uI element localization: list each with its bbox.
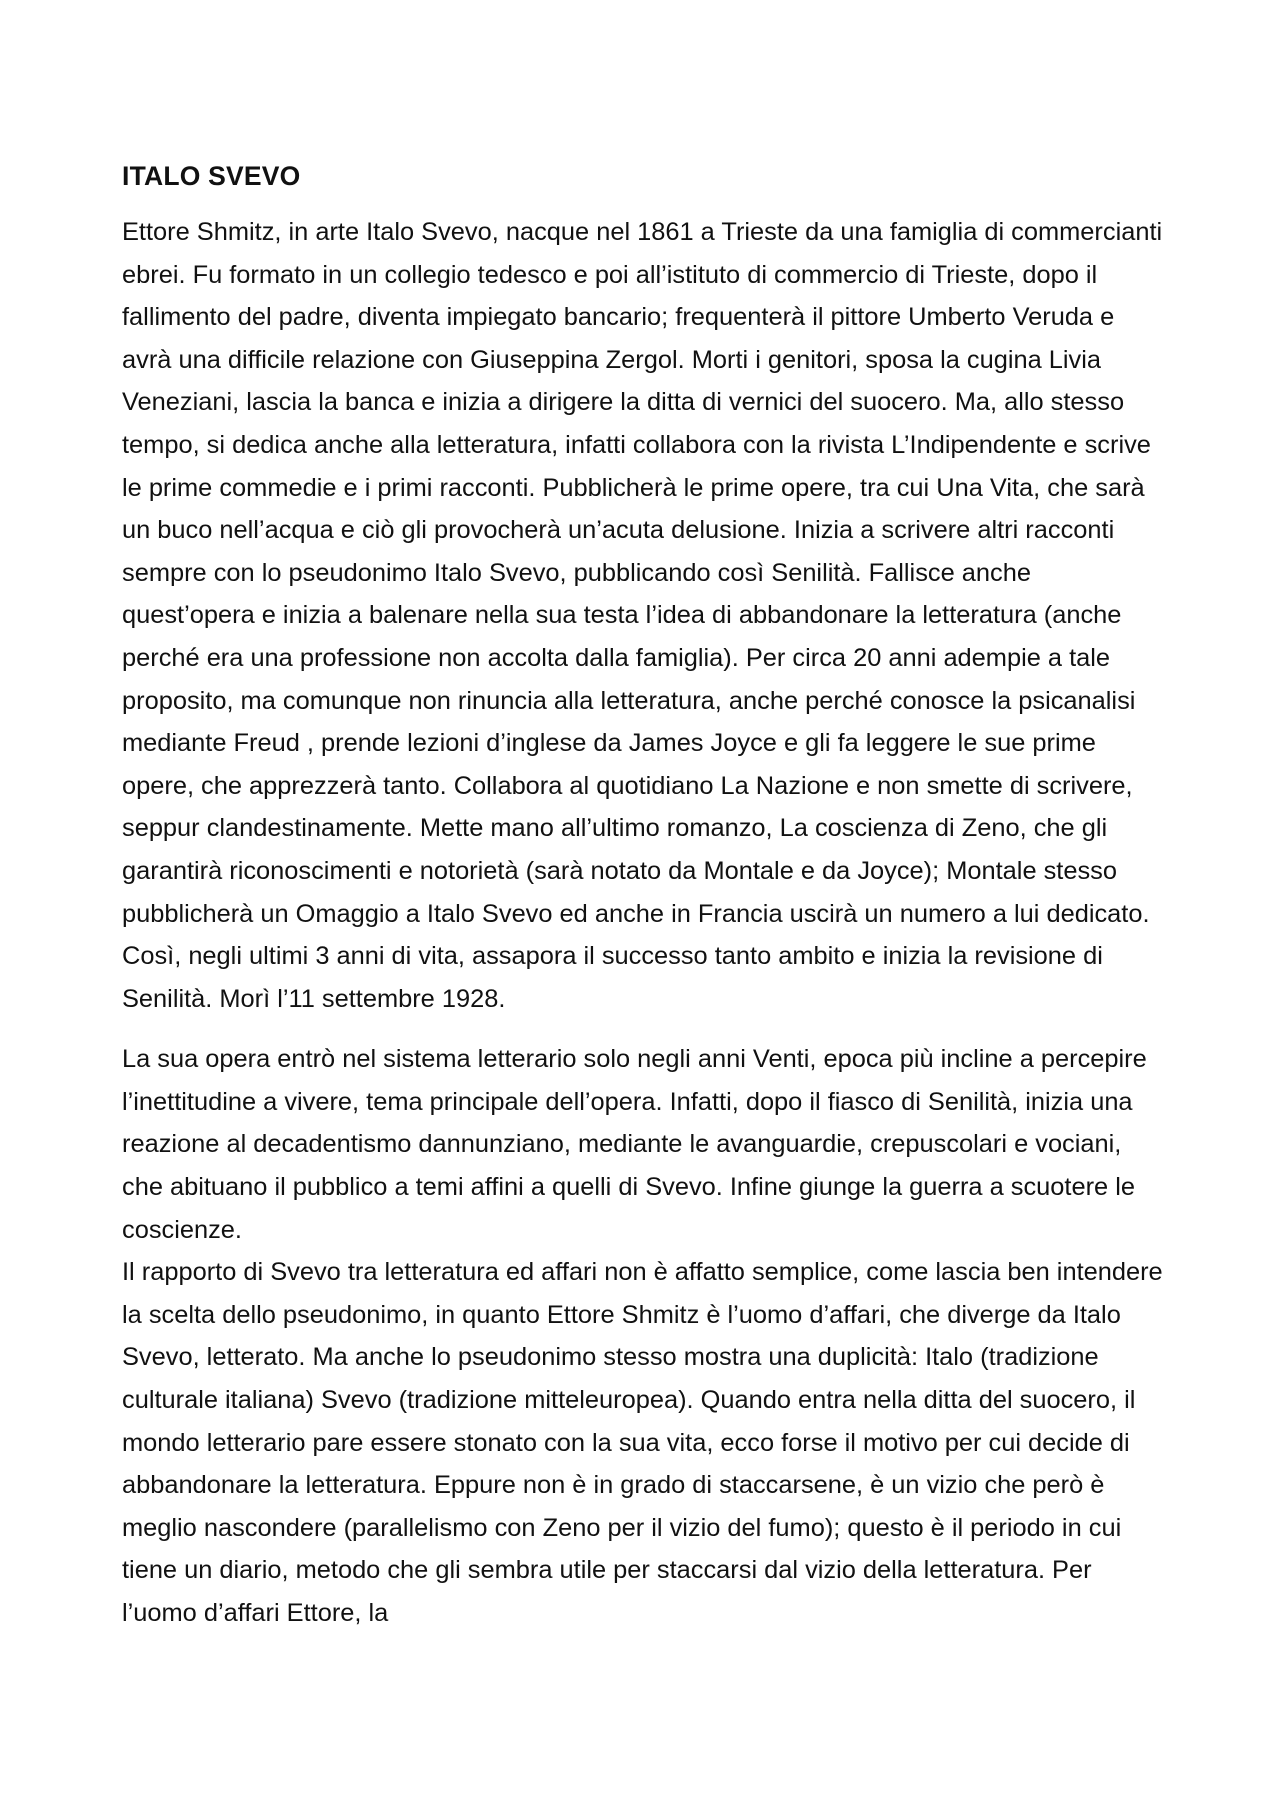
paragraph-literature-and-business: Il rapporto di Svevo tra letteratura ed affari non è affatto semplice, come lascia ben intendere la scelta dello pseudonimo, in quanto Ettore Shmitz è l’uomo d’affari, che diverge da Italo Svevo, letterato. Ma anche lo pseudonimo stesso mostra una duplicità: Italo (tradizione culturale italiana) Svevo (tradizione mitteleuropea). Quando entra nella ditta del suocero, il mondo letterario pare essere stonato con la sua vita, ecco forse il motivo per cui decide di abbandonare la letteratura. Eppure non è in grado di staccarsene, è un vizio che però è meglio nascondere (parallelismo con Zeno per il vizio del fumo); questo è il periodo in cui tiene un diario, metodo che gli sembra utile per staccarsi dal vizio della letteratura. Per l’uomo d’affari Ettore, la xyxy=(122,1258,1163,1627)
document-title: ITALO SVEVO xyxy=(122,161,301,191)
paragraph-reception: La sua opera entrò nel sistema letterario solo negli anni Venti, epoca più incline a percepire l’inettitudine a vivere, tema principale dell’opera. Infatti, dopo il fiasco di Senilità, inizia una reazione al decadentismo dannunziano, mediante le avanguardie, crepuscolari e vociani, che abituano il pubblico a temi affini a quelli di Svevo. Infine giunge la guerra a scuotere le coscienze. xyxy=(122,1045,1147,1244)
paragraph-biography: Ettore Shmitz, in arte Italo Svevo, nacque nel 1861 a Trieste da una famiglia di commercianti ebrei. Fu formato in un collegio tedesco e poi all’istituto di commercio di Trieste, dopo il fallimento del padre, diventa impiegato bancario; frequenterà il pittore Umberto Veruda e avrà una difficile relazione con Giuseppina Zergol. Morti i genitori, sposa la cugina Livia Veneziani, lascia la banca e inizia a dirigere la ditta di vernici del suocero. Ma, allo stesso tempo, si dedica anche alla letteratura, infatti collabora con la rivista L’Indipendente e scrive le prime commedie e i primi racconti. Pubblicherà le prime opere, tra cui Una Vita, che sarà un buco nell’acqua e ciò gli provocherà un’acuta delusione. Inizia a scrivere altri racconti sempre con lo pseudonimo Italo Svevo, pubblicando così Senilità. Fallisce anche quest’opera e inizia a balenare nella sua testa l’idea di abbandonare la letteratura (anche perché era una professione non accolta dalla famiglia). Per circa 20 anni adempie a tale proposito, ma comunque non rinuncia alla letteratura, anche perché conosce la psicanalisi mediante Freud , prende lezioni d’inglese da James Joyce e gli fa leggere le sue prime opere, che apprezzerà tanto. Collabora al quotidiano La Nazione e non smette di scrivere, seppur clandestinamente. Mette mano all’ultimo romanzo, La coscienza di Zeno, che gli garantirà riconoscimenti e notorietà (sarà notato da Montale e da Joyce); Montale stesso pubblicherà un Omaggio a Italo Svevo ed anche in Francia uscirà un numero a lui dedicato. Così, negli ultimi 3 anni di vita, assapora il successo tanto ambito e inizia la revisione di Senilità. Morì l’11 settembre 1928. xyxy=(122,218,1163,1013)
document-body xyxy=(122,155,1168,1635)
